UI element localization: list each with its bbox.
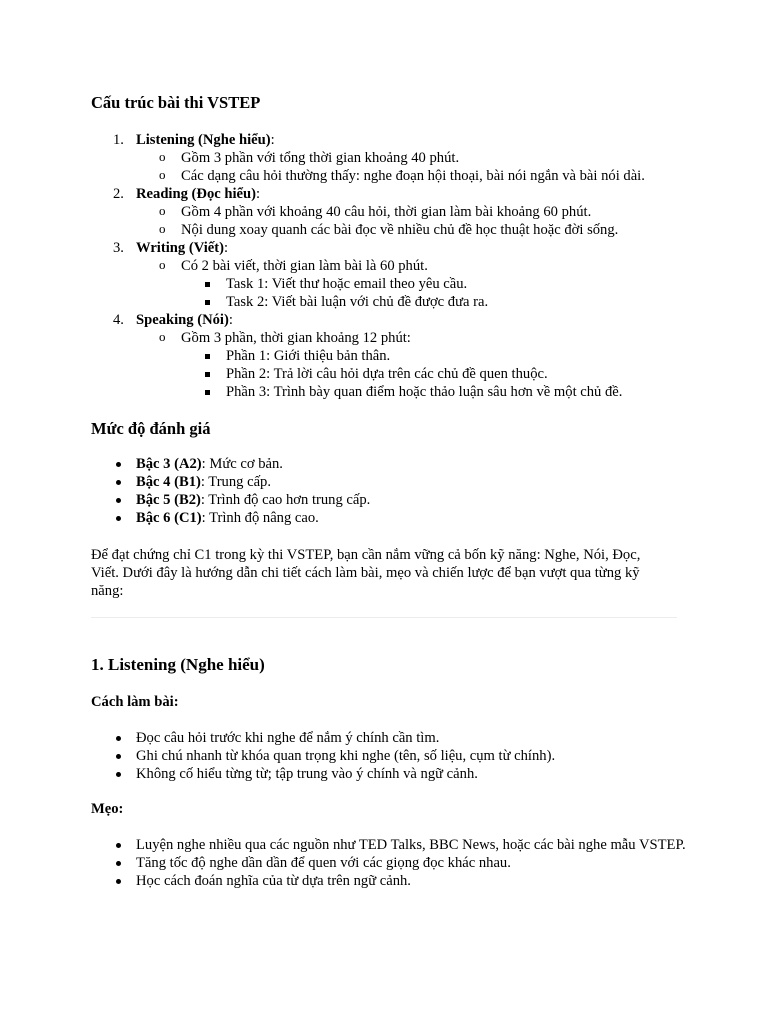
level-label: Bậc 4 (B1) (136, 474, 201, 490)
skill-number: 2. (113, 186, 124, 202)
list-item: Không cố hiểu từng từ; tập trung vào ý chính và ngữ cảnh. (136, 765, 683, 783)
how-to-list (91, 729, 683, 783)
skill-number: 3. (113, 240, 124, 256)
horizontal-divider (91, 617, 677, 618)
skills-list (91, 131, 683, 401)
skill-point-text: Có 2 bài viết, thời gian làm bài là 60 phút. (181, 258, 428, 274)
level-item (136, 455, 683, 473)
part-item: Phần 3: Trình bày quan điểm hoặc thảo luận sâu hơn về một chủ đề. (226, 383, 683, 401)
level-label: Bậc 5 (B2) (136, 492, 201, 508)
task-item: Task 2: Viết bài luận với chủ đề được đưa ra. (226, 293, 683, 311)
skill-colon: : (228, 312, 233, 328)
part-item: Phần 1: Giới thiệu bản thân. (226, 347, 683, 365)
level-label: Bậc 6 (C1) (136, 510, 202, 526)
level-desc: : Mức cơ bản. (201, 456, 283, 472)
skill-points (136, 257, 683, 311)
level-desc: : Trình độ nâng cao. (201, 510, 319, 526)
skill-point: o Gồm 4 phần với khoảng 40 câu hỏi, thời gian làm bài khoảng 60 phút. (181, 203, 683, 221)
skill-name: Reading (Đọc hiểu) (136, 186, 256, 202)
document-content (91, 92, 686, 890)
skill-colon: : (256, 186, 261, 202)
level-desc: : Trình độ cao hơn trung cấp. (200, 492, 371, 508)
skill-item-listening (113, 131, 683, 185)
skill-name: Speaking (Nói) (136, 312, 229, 328)
tips-list (91, 836, 706, 890)
task-list (181, 275, 683, 311)
skill-item-speaking (113, 311, 683, 401)
skill-name: Listening (Nghe hiểu) (136, 132, 271, 148)
list-item: Học cách đoán nghĩa của từ dựa trên ngữ cảnh. (136, 872, 706, 890)
level-label: Bậc 3 (A2) (136, 456, 202, 472)
list-item: Đọc câu hỏi trước khi nghe để nắm ý chính cần tìm. (136, 729, 683, 747)
skill-item-writing (113, 239, 683, 311)
levels-heading: Mức độ đánh giá (91, 419, 211, 438)
part-list (181, 347, 683, 401)
level-desc: : Trung cấp. (200, 474, 271, 490)
skill-item-reading (113, 185, 683, 239)
intro-paragraph: Để đạt chứng chỉ C1 trong kỳ thi VSTEP, bạn cần nắm vững cả bốn kỹ năng: Nghe, Nói, Đọc, Viết. Dưới đây là hướng dẫn chi tiết cách làm bài, mẹo và chiến lược để bạn vượt qua từng kỹ năng: (91, 547, 641, 599)
skill-points (136, 149, 683, 185)
list-item: Ghi chú nhanh từ khóa quan trọng khi nghe (tên, số liệu, cụm từ chính). (136, 747, 683, 765)
level-item (136, 509, 683, 527)
skill-colon: : (223, 240, 229, 256)
level-item (136, 491, 683, 509)
skill-point: o Các dạng câu hỏi thường thấy: nghe đoạn hội thoại, bài nói ngắn và bài nói dài. (181, 167, 683, 185)
skill-point (181, 329, 683, 401)
skill-points (136, 203, 683, 239)
tips-label: Mẹo: (91, 801, 124, 817)
list-item: Tăng tốc độ nghe dần dần để quen với các giọng đọc khác nhau. (136, 854, 706, 872)
skill-name: Writing (Viết) (136, 240, 224, 256)
part-item: Phần 2: Trả lời câu hỏi dựa trên các chủ đề quen thuộc. (226, 365, 683, 383)
skill-points (136, 329, 683, 401)
level-item (136, 473, 683, 491)
how-to-label: Cách làm bài: (91, 694, 179, 710)
structure-heading: Cấu trúc bài thi VSTEP (91, 93, 261, 112)
levels-list (91, 455, 683, 527)
task-item: Task 1: Viết thư hoặc email theo yêu cầu. (226, 275, 683, 293)
skill-number: 1. (113, 132, 124, 148)
skill-point: o Gồm 3 phần với tổng thời gian khoảng 40 phút. (181, 149, 683, 167)
skill-point (181, 257, 683, 311)
list-item: Luyện nghe nhiều qua các nguồn như TED Talks, BBC News, hoặc các bài nghe mẫu VSTEP. (136, 836, 706, 854)
skill-colon: : (270, 132, 275, 148)
skill-number: 4. (113, 312, 124, 328)
skill-point-text: Gồm 3 phần, thời gian khoảng 12 phút: (181, 330, 411, 346)
skill-point: o Nội dung xoay quanh các bài đọc về nhiều chủ đề học thuật hoặc đời sống. (181, 221, 683, 239)
listening-heading: 1. Listening (Nghe hiểu) (91, 655, 265, 674)
